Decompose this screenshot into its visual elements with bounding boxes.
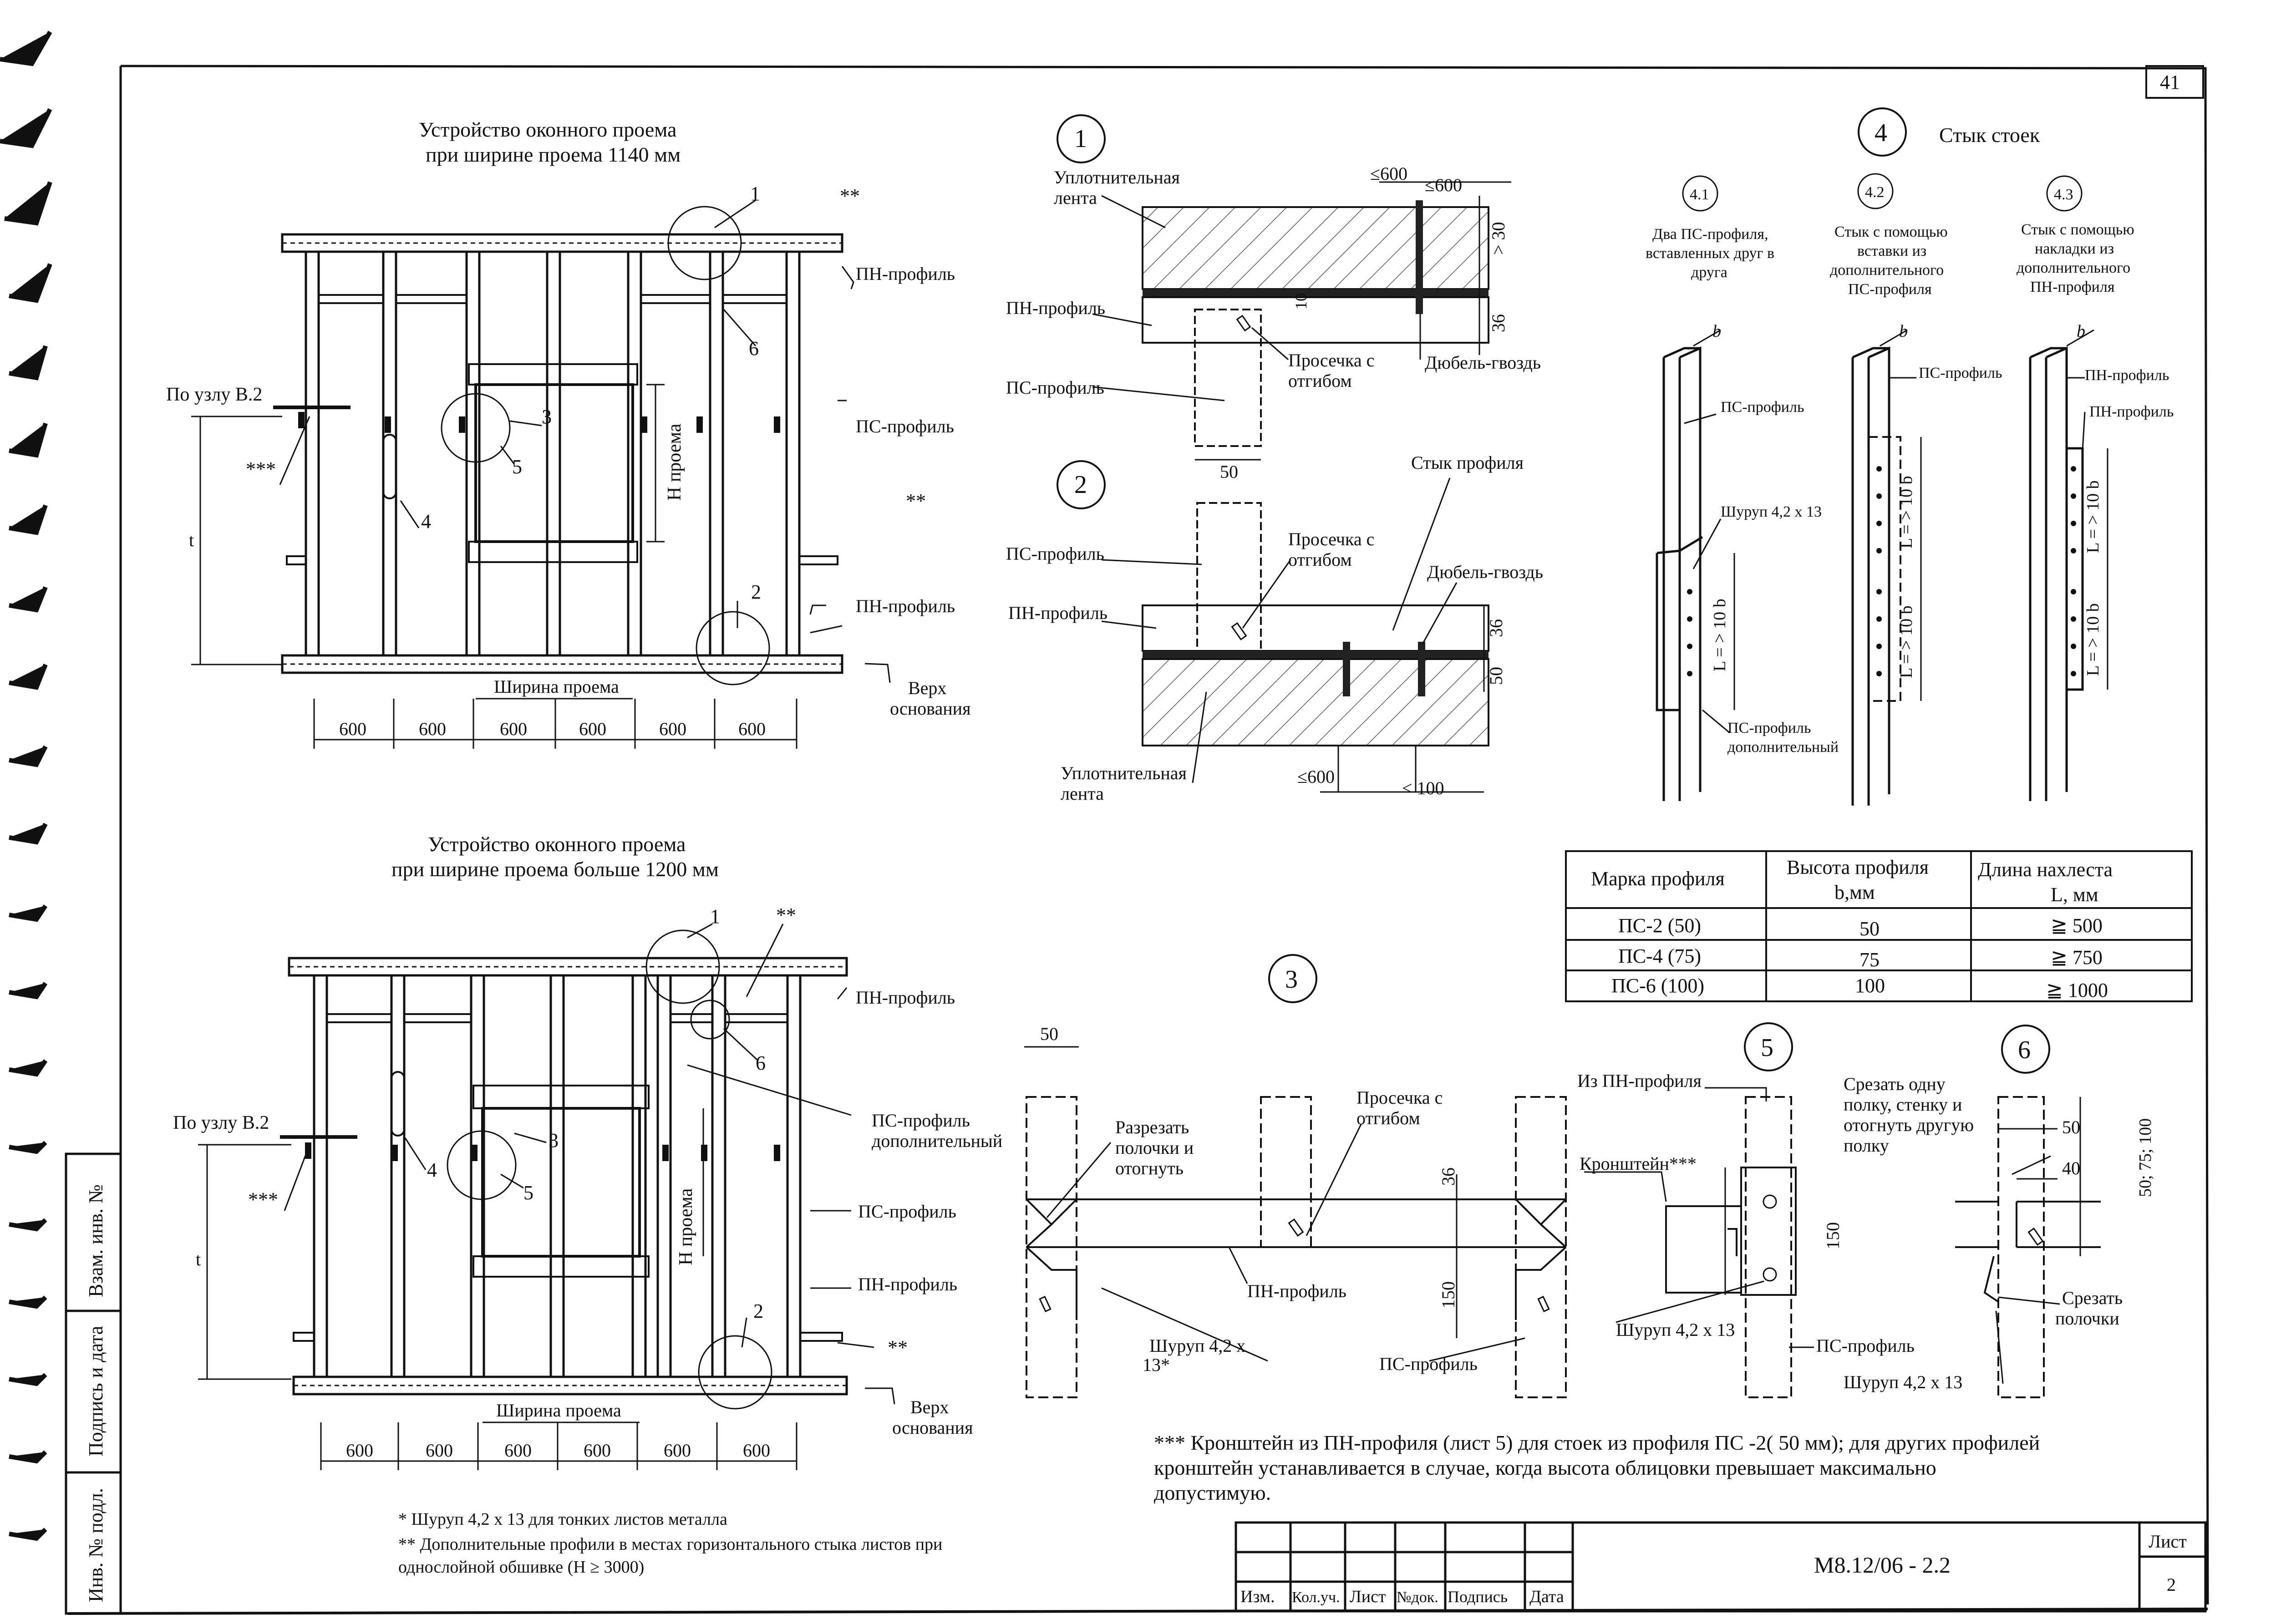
detail-6-cut-2: полку, стенку и <box>1844 1094 1962 1115</box>
table-header-overlap-unit: L, мм <box>2051 883 2098 906</box>
detail-4 <box>1646 108 2174 806</box>
detail-5-number: 5 <box>1761 1034 1773 1062</box>
sheet-label: Лист <box>2149 1531 2187 1552</box>
lower-callout-2: 2 <box>753 1300 763 1322</box>
upper-stars-right: ** <box>906 490 926 512</box>
upper-stars-left: *** <box>246 458 276 480</box>
side-stamp-field-inventory: Инв. № подл. <box>85 1488 107 1602</box>
detail-4-L-43b: L = > 10 b <box>2083 603 2103 676</box>
detail-1-dim-600a: ≤600 <box>1370 163 1407 184</box>
lower-label-ps: ПС-профиль <box>858 1201 956 1222</box>
lower-dim-3: 600 <box>504 1440 532 1461</box>
upper-dim-2: 600 <box>419 719 446 739</box>
detail-1-ps: ПС-профиль <box>1006 377 1104 398</box>
table-header-height: Высота профиля <box>1787 856 1929 878</box>
upper-dim-3: 600 <box>500 719 527 739</box>
lower-label-ps-add-2: дополнительный <box>872 1131 1003 1151</box>
detail-6-cut-shelves-2: полочки <box>2055 1308 2119 1329</box>
detail-2 <box>1006 452 1543 804</box>
side-stamp-field-replacement: Взам. инв. № <box>85 1184 107 1297</box>
lower-callout-4: 4 <box>427 1159 437 1181</box>
lower-label-pn-top: ПН-профиль <box>856 987 955 1008</box>
table-row-3-overlap: ≧ 1000 <box>2046 979 2108 1001</box>
detail-3-cut-1: Разрезать <box>1115 1117 1189 1137</box>
detail-1-notch-1: Просечка с <box>1288 350 1375 370</box>
page-number: 41 <box>2160 71 2180 93</box>
table-row-3-height: 100 <box>1855 974 1885 997</box>
detail-1 <box>1006 115 1541 482</box>
detail-1-dim-50: 50 <box>1220 462 1238 482</box>
detail-4-L-43a: L = > 10 b <box>2083 480 2103 553</box>
detail-6-screw: Шуруп 4,2 х 13 <box>1844 1372 1963 1392</box>
detail-4-b-3: b <box>2077 322 2085 341</box>
detail-5-screw: Шуруп 4,2 х 13 <box>1616 1320 1735 1340</box>
lower-dim-5: 600 <box>664 1440 691 1461</box>
sheet-number: 2 <box>2167 1574 2176 1595</box>
table-header-overlap: Длина нахлеста <box>1978 858 2113 881</box>
detail-4-variant-3-line2: накладки из <box>2035 240 2114 257</box>
upper-dim-1: 600 <box>339 719 366 739</box>
lower-frame-title-2: при ширине проема больше 1200 мм <box>391 858 719 881</box>
detail-1-number: 1 <box>1074 125 1087 153</box>
title-block-col-3: Лист <box>1350 1587 1386 1606</box>
detail-4-variant-2-line4: ПС-профиля <box>1848 281 1932 298</box>
upper-opening-height: Н проема <box>664 423 685 501</box>
lower-stars-top: ** <box>776 904 796 926</box>
main-note-line-3: допустимую. <box>1154 1481 1271 1504</box>
detail-4-screw: Шуруп 4,2 х 13 <box>1721 503 1822 520</box>
upper-callout-4: 4 <box>421 510 431 533</box>
detail-2-notch-2: отгибом <box>1288 549 1352 570</box>
detail-4-L-42b: L = > 10 b <box>1897 605 1916 678</box>
detail-4-variant-2-line3: дополнительного <box>1830 262 1944 279</box>
detail-1-dim-36: 36 <box>1488 314 1509 332</box>
detail-3-cut-2: полочки и <box>1115 1137 1194 1158</box>
lower-label-base-2: основания <box>892 1417 973 1438</box>
detail-4-number: 4 <box>1875 119 1887 147</box>
detail-3-cut-3: отогнуть <box>1115 1158 1184 1178</box>
detail-4-variant-1-line3: друга <box>1691 264 1727 281</box>
detail-3-screw-1: Шуруп 4,2 х <box>1149 1335 1246 1356</box>
detail-6-cut-4: полку <box>1844 1135 1889 1156</box>
detail-1-pn: ПН-профиль <box>1006 298 1106 318</box>
binding-marks <box>0 32 50 1538</box>
detail-2-notch-1: Просечка с <box>1288 529 1375 549</box>
detail-2-ps: ПС-профиль <box>1006 543 1104 564</box>
detail-6-cut-shelves-1: Срезать <box>2062 1288 2123 1308</box>
detail-4-title: Стык стоек <box>1939 123 2040 147</box>
detail-2-dim-100: < 100 <box>1402 778 1444 798</box>
upper-stars-top: ** <box>840 185 860 207</box>
main-note-line-2: кронштейн устанавливается в случае, когда высота облицовки превышает максимально <box>1154 1456 1936 1479</box>
table-row-1-mark: ПС-2 (50) <box>1618 914 1702 937</box>
upper-opening-width: Ширина проема <box>494 676 619 697</box>
detail-1-seal-tape-1: Уплотнительная <box>1054 167 1180 188</box>
detail-3-notch-2: отгибом <box>1356 1108 1420 1128</box>
detail-4-variant-2-id: 4.2 <box>1865 184 1885 201</box>
detail-5-bracket: Кронштейн*** <box>1580 1153 1697 1174</box>
footnote-2: ** Дополнительные профили в местах горизонтального стыка листов при <box>398 1535 943 1554</box>
detail-3-number: 3 <box>1285 965 1298 994</box>
lower-frame-title-1: Устройство оконного проема <box>428 832 686 856</box>
detail-4-variant-2-line2: вставки из <box>1857 243 1927 259</box>
detail-1-dowel: Дюбель-гвоздь <box>1425 352 1541 373</box>
detail-5-dim-150: 150 <box>1823 1222 1843 1249</box>
detail-2-joint: Стык профиля <box>1411 452 1524 473</box>
detail-2-seal-tape-2: лента <box>1061 783 1104 804</box>
detail-4-variant-3-id: 4.3 <box>2054 186 2073 203</box>
main-note-line-1: *** Кронштейн из ПН-профиля (лист 5) для стоек из профиля ПС -2( 50 мм); для других профилей <box>1154 1431 2040 1454</box>
detail-4-pn-2: ПН-профиль <box>2089 403 2174 420</box>
upper-callout-6: 6 <box>749 337 759 360</box>
detail-4-ps-add-1: ПС-профиль <box>1727 720 1811 736</box>
detail-2-seal-tape-1: Уплотнительная <box>1061 763 1187 783</box>
detail-4-ps-add-2: дополнительный <box>1727 739 1839 756</box>
detail-6-number: 6 <box>2018 1036 2031 1064</box>
lower-opening-width: Ширина проема <box>496 1400 621 1421</box>
sheet-code: М8.12/06 - 2.2 <box>1814 1552 1951 1578</box>
lower-callout-1: 1 <box>710 905 720 928</box>
upper-label-node: По узлу В.2 <box>166 384 263 405</box>
detail-1-dim-10: 10 <box>1292 293 1310 310</box>
detail-1-seal-tape-2: лента <box>1054 188 1097 208</box>
lower-frame-drawing <box>173 832 1002 1470</box>
title-block-col-5: Подпись <box>1448 1588 1508 1606</box>
table-header-height-unit: b,мм <box>1834 881 1875 903</box>
upper-callout-5: 5 <box>512 456 522 478</box>
lower-stars-left: *** <box>248 1188 278 1211</box>
title-block-col-4: №док. <box>1397 1589 1438 1606</box>
detail-4-ps-2: ПС-профиль <box>1919 365 2002 381</box>
detail-4-variant-3-line3: дополнительного <box>2017 259 2131 276</box>
lower-label-pn-bottom: ПН-профиль <box>858 1274 958 1294</box>
detail-6-dim-50: 50 <box>2062 1117 2080 1137</box>
upper-frame-title-1: Устройство оконного проема <box>419 118 677 141</box>
detail-2-dim-36: 36 <box>1486 619 1506 637</box>
detail-3-screw-2: 13* <box>1143 1355 1170 1375</box>
upper-label-pn-top: ПН-профиль <box>856 264 955 284</box>
detail-4-b-1: b <box>1712 322 1721 341</box>
lower-stars-right: ** <box>888 1336 908 1359</box>
detail-5-ps: ПС-профиль <box>1816 1335 1915 1356</box>
lower-label-ps-add-1: ПС-профиль <box>872 1110 970 1131</box>
lower-dim-6: 600 <box>743 1440 770 1461</box>
lower-t: t <box>196 1249 201 1269</box>
detail-4-variant-3-line4: ПН-профиля <box>2030 279 2115 295</box>
detail-4-pn-1: ПН-профиль <box>2085 367 2169 384</box>
detail-6-cut-1: Срезать одну <box>1844 1074 1946 1094</box>
detail-1-notch-2: отгибом <box>1288 370 1352 391</box>
detail-4-variant-1-id: 4.1 <box>1690 186 1709 203</box>
upper-callout-1: 1 <box>750 183 760 205</box>
upper-dim-4: 600 <box>579 719 606 739</box>
upper-frame-drawing <box>166 118 970 749</box>
detail-4-variant-1-line1: Два ПС-профиля, <box>1652 226 1768 243</box>
upper-label-pn-bottom: ПН-профиль <box>856 596 955 616</box>
title-block-col-2: Кол.уч. <box>1292 1589 1340 1606</box>
detail-6-cut-3: отогнуть другую <box>1844 1115 1974 1135</box>
detail-1-dim-600b: ≤600 <box>1425 175 1462 195</box>
upper-label-base-1: Верх <box>908 678 947 698</box>
detail-2-dim-50: 50 <box>1486 667 1506 685</box>
detail-5-from-pn: Из ПН-профиля <box>1577 1071 1702 1091</box>
title-block-col-1: Изм. <box>1240 1587 1275 1606</box>
detail-4-ps-1: ПС-профиль <box>1721 399 1804 416</box>
upper-dim-5: 600 <box>659 719 686 739</box>
lower-dim-4: 600 <box>584 1440 611 1461</box>
footnote-3: однослойной обшивке (Н ≥ 3000) <box>398 1558 645 1577</box>
detail-4-b-2: b <box>1899 322 1908 341</box>
detail-3-pn: ПН-профиль <box>1247 1281 1347 1301</box>
lower-dim-2: 600 <box>426 1440 453 1461</box>
detail-4-L-41: L = > 10 b <box>1710 599 1729 671</box>
lower-dim-1: 600 <box>346 1440 373 1461</box>
detail-2-number: 2 <box>1074 471 1087 499</box>
detail-3-dim-50: 50 <box>1040 1024 1058 1044</box>
upper-callout-2: 2 <box>751 581 761 603</box>
detail-4-variant-3-line1: Стык с помощью <box>2021 221 2134 238</box>
table-row-1-overlap: ≧ 500 <box>2051 914 2103 937</box>
side-stamp-field-signature: Подпись и дата <box>85 1325 107 1457</box>
detail-4-variant-2-line1: Стык с помощью <box>1834 223 1948 240</box>
detail-4-variant-1-line2: вставленных друг в <box>1646 245 1775 262</box>
detail-6-dim-40: 40 <box>2062 1158 2080 1178</box>
upper-callout-3: 3 <box>542 406 552 428</box>
table-row-2-overlap: ≧ 750 <box>2051 946 2103 969</box>
table-row-3-mark: ПС-6 (100) <box>1611 974 1705 997</box>
upper-label-ps: ПС-профиль <box>856 416 954 436</box>
lower-opening-height: Н проема <box>676 1188 696 1265</box>
detail-2-pn: ПН-профиль <box>1008 603 1108 623</box>
table-row-2-mark: ПС-4 (75) <box>1618 945 1702 967</box>
table-row-2-height: 75 <box>1859 949 1880 971</box>
detail-3-dim-36: 36 <box>1438 1167 1458 1186</box>
detail-1-dim-30: > 30 <box>1488 222 1509 255</box>
title-block-col-6: Дата <box>1529 1587 1564 1606</box>
upper-label-base-2: основания <box>890 698 971 719</box>
detail-4-L-42a: L = > 10 b <box>1897 476 1916 548</box>
detail-3-dim-150: 150 <box>1438 1281 1458 1309</box>
upper-t: t <box>189 530 194 550</box>
detail-6-dim-vals: 50; 75; 100 <box>2136 1118 2155 1197</box>
detail-3 <box>1024 955 1566 1397</box>
upper-frame-title-2: при ширине проема 1140 мм <box>426 143 681 166</box>
detail-3-notch-1: Просечка с <box>1356 1087 1443 1108</box>
detail-3-ps: ПС-профиль <box>1379 1354 1478 1374</box>
footnote-1: * Шуруп 4,2 х 13 для тонких листов металла <box>398 1510 727 1529</box>
lower-label-node: По узлу В.2 <box>173 1112 269 1133</box>
upper-dim-6: 600 <box>738 719 766 739</box>
lower-callout-3: 3 <box>549 1129 559 1152</box>
detail-2-dowel: Дюбель-гвоздь <box>1427 562 1543 582</box>
table-row-1-height: 50 <box>1859 918 1880 940</box>
table-header-mark: Марка профиля <box>1591 868 1725 890</box>
lower-label-base-1: Верх <box>910 1397 949 1417</box>
lower-callout-5: 5 <box>523 1182 533 1204</box>
lower-callout-6: 6 <box>756 1052 766 1074</box>
detail-2-dim-600: ≤600 <box>1297 766 1335 787</box>
